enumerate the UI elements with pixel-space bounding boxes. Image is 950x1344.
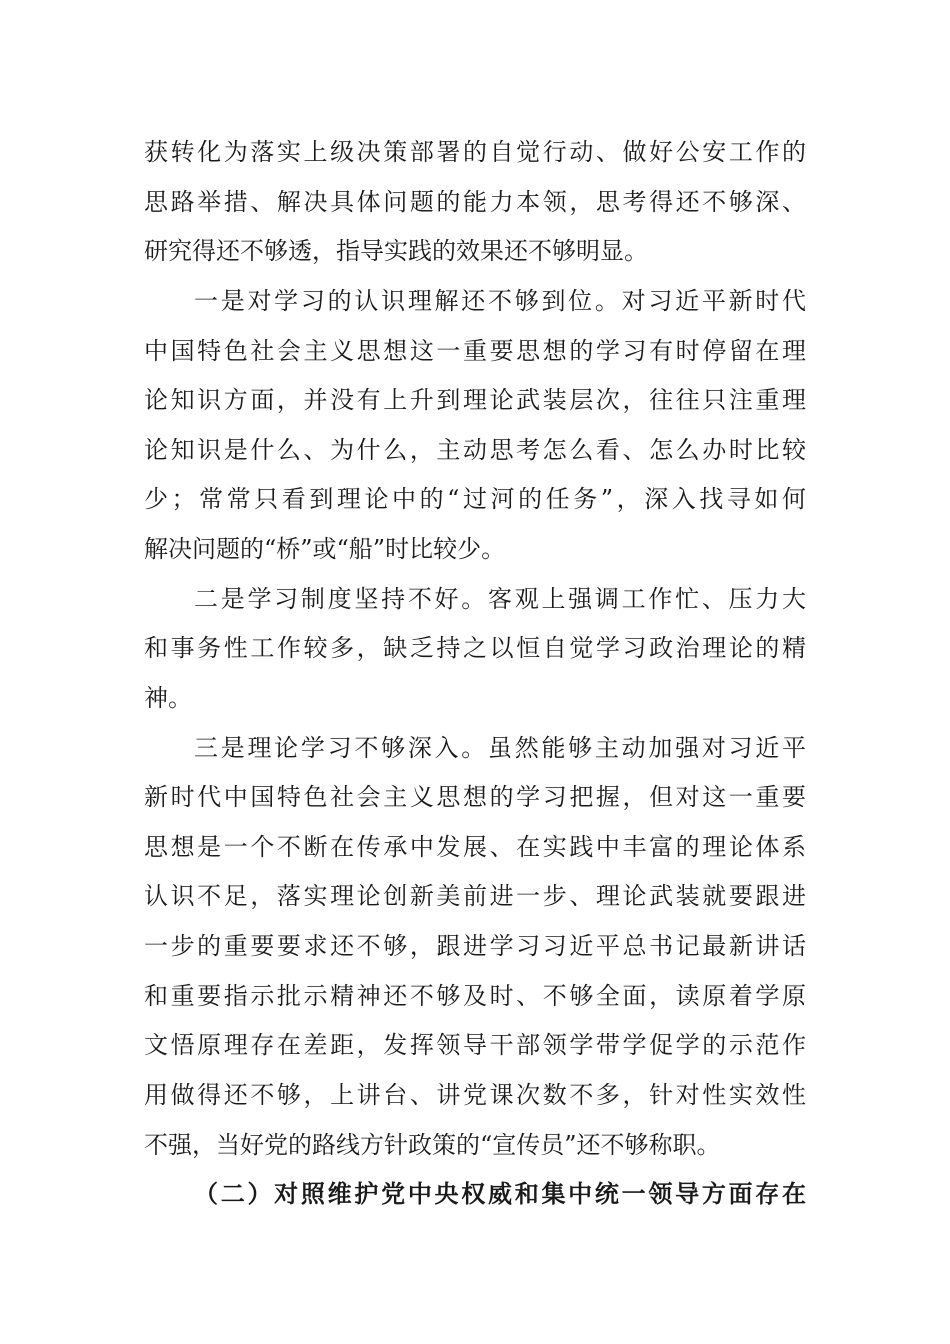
paragraph-3-line-1: 二是学习制度坚持不好。客观上强调工作忙、压力大 [194,585,806,613]
paragraph-2-line-1: 一是对学习的认识理解还不够到位。对习近平新时代 [194,287,806,315]
paragraph-1-line-3: 研究得还不够透，指导实践的效果还不够明显。 [144,237,648,265]
section-heading: （二）对照维护党中央权威和集中统一领导方面存在 [194,1180,806,1208]
paragraph-2-line-3: 论知识方面，并没有上升到理论武装层次，往往只注重理 [144,386,806,414]
paragraph-3-line-3: 神。 [144,684,192,712]
paragraph-4-line-1: 三是理论学习不够深入。虽然能够主动加强对习近平 [194,734,806,762]
paragraph-2-line-5: 少；常常只看到理论中的“过河的任务”，深入找寻如何 [144,485,806,513]
paragraph-4-line-7: 文悟原理存在差距，发挥领导干部领学带学促学的示范作 [144,1031,806,1059]
paragraph-4-line-9: 不强，当好党的路线方针政策的“宣传员”还不够称职。 [144,1131,721,1159]
paragraph-3-line-2: 和事务性工作较多，缺乏持之以恒自觉学习政治理论的精 [144,634,806,662]
paragraph-1-line-1: 获转化为落实上级决策部署的自觉行动、做好公安工作的 [144,138,806,166]
paragraph-4-line-6: 和重要指示批示精神还不够及时、不够全面，读原着学原 [144,982,806,1010]
paragraph-4-line-4: 认识不足，落实理论创新美前进一步、理论武装就要跟进 [144,882,806,910]
paragraph-2-line-4: 论知识是什么、为什么，主动思考怎么看、怎么办时比较 [144,436,806,464]
paragraph-2-line-2: 中国特色社会主义思想这一重要思想的学习有时停留在理 [144,337,806,365]
paragraph-2-line-6: 解决问题的“桥”或“船”时比较少。 [144,535,506,563]
paragraph-4-line-5: 一步的重要要求还不够，跟进学习习近平总书记最新讲话 [144,932,806,960]
paragraph-4-line-2: 新时代中国特色社会主义思想的学习把握，但对这一重要 [144,783,806,811]
paragraph-1-line-2: 思路举措、解决具体问题的能力本领，思考得还不够深、 [144,188,806,216]
paragraph-4-line-8: 用做得还不够，上讲台、讲党课次数不多，针对性实效性 [144,1081,806,1109]
paragraph-4-line-3: 思想是一个不断在传承中发展、在实践中丰富的理论体系 [144,833,806,861]
